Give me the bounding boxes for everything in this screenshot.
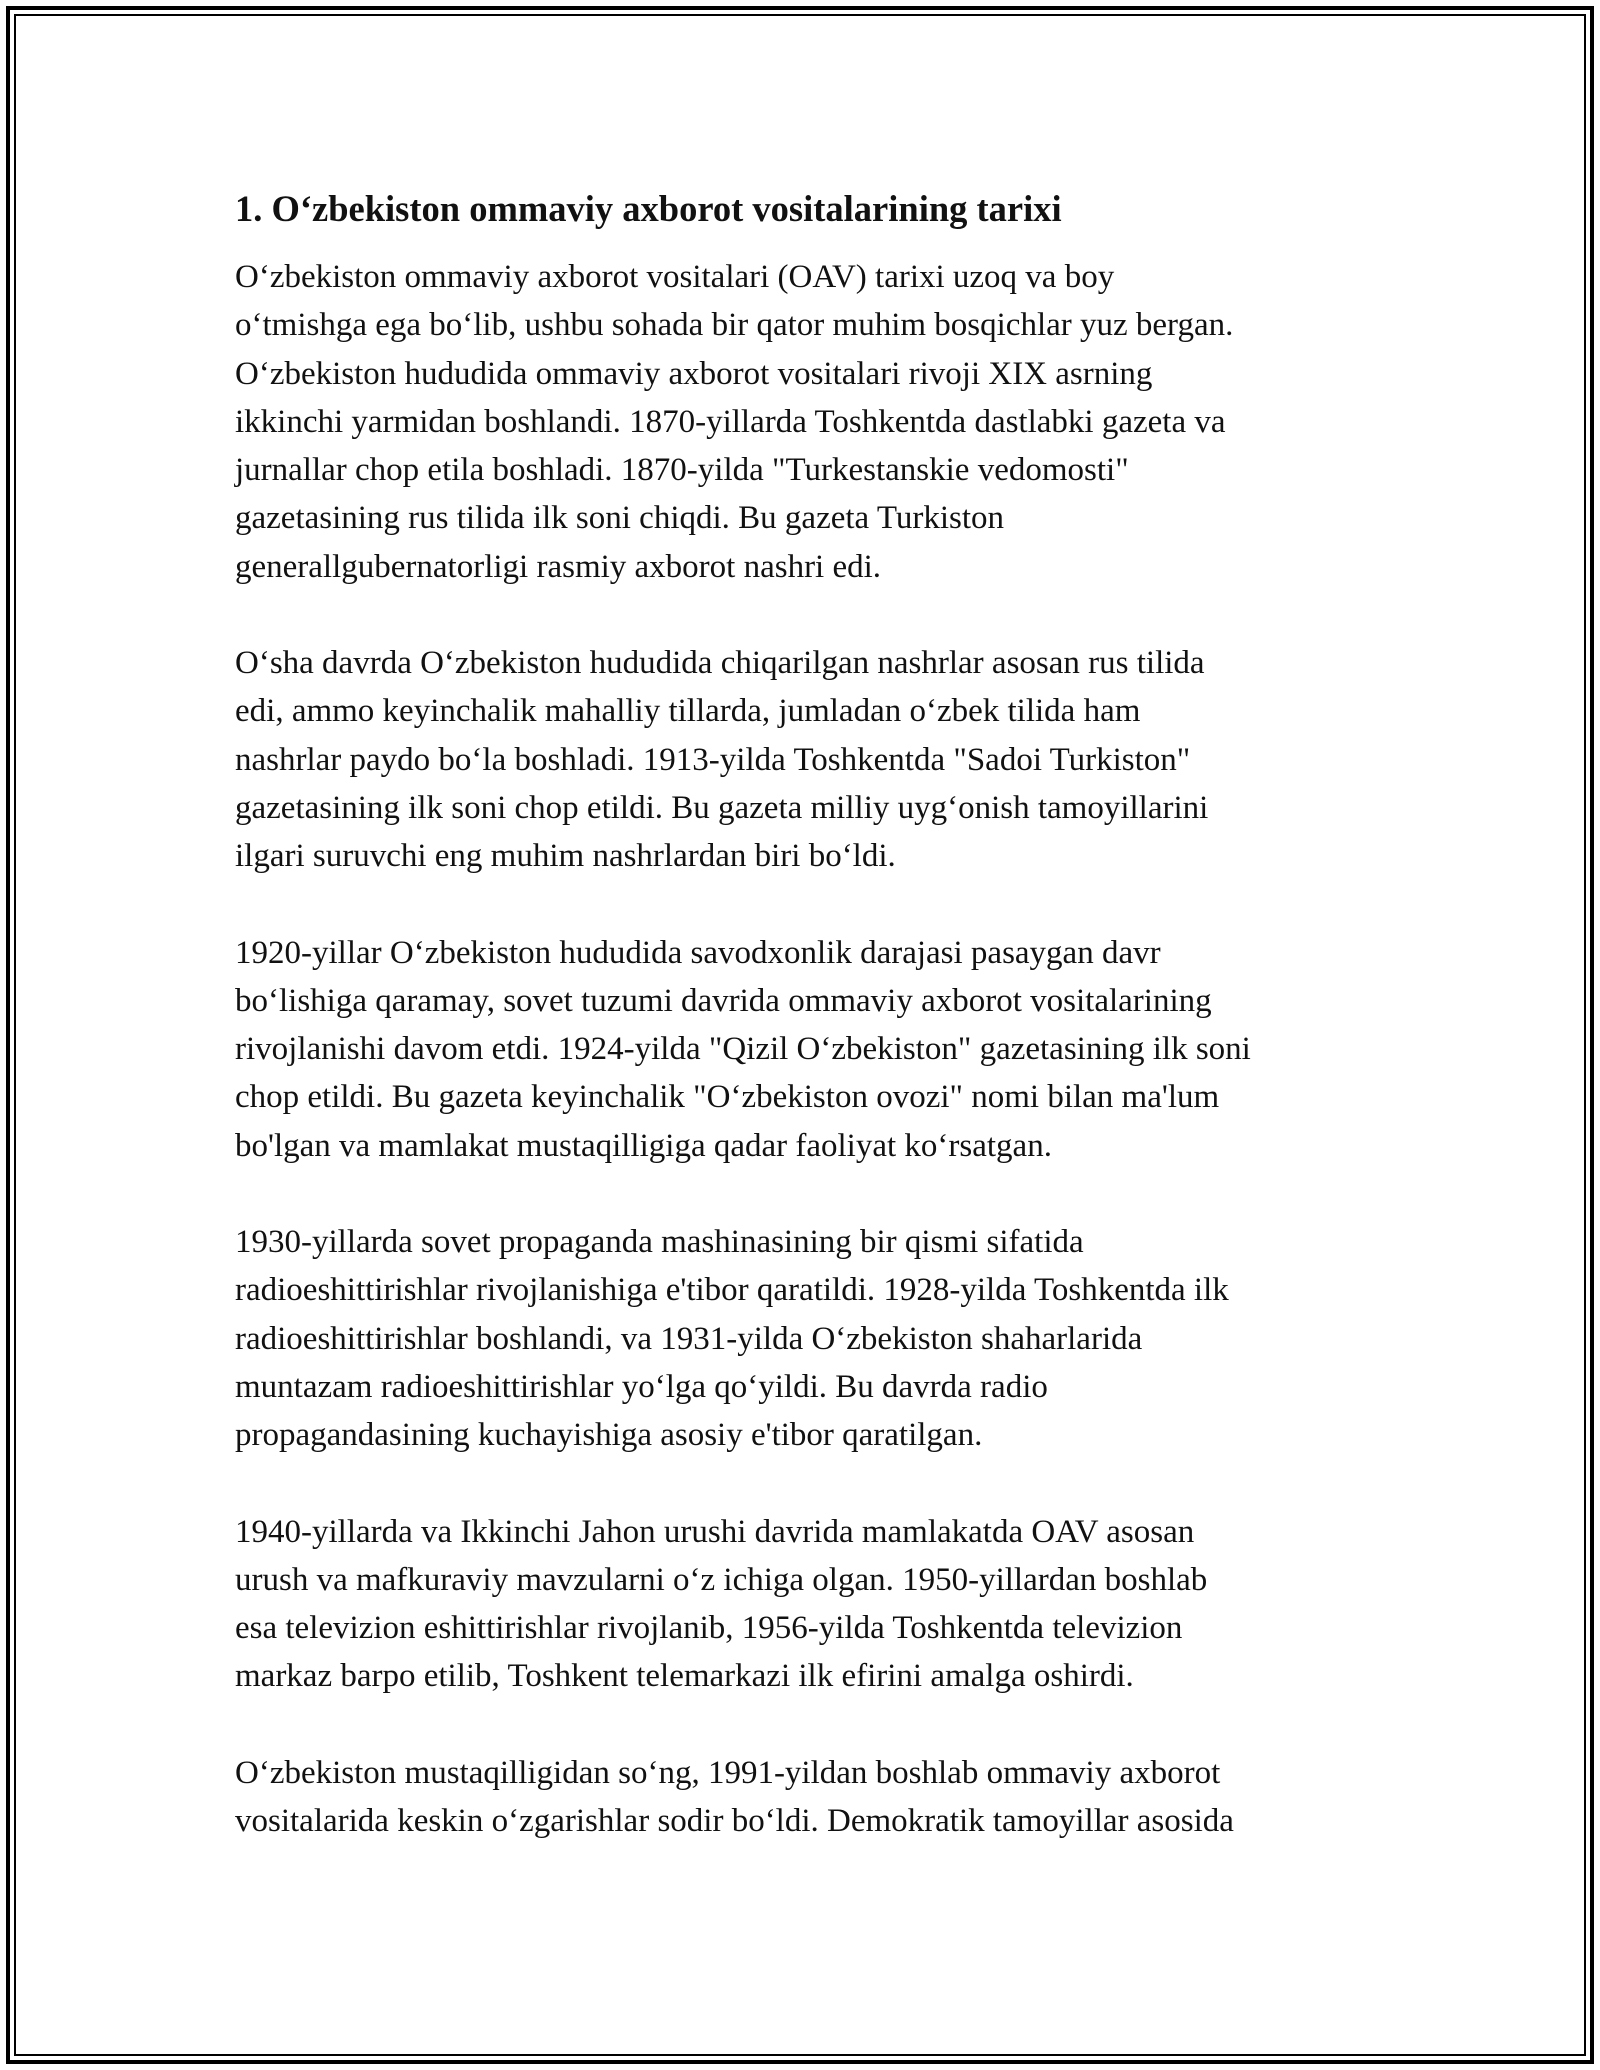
page-title: 1. Oʻzbekiston ommaviy axborot vositalarining tarixi (235, 188, 1062, 229)
paragraph-6: Oʻzbekiston mustaqilligidan soʻng, 1991-yildan boshlab ommaviy axborot vositalarida keskin oʻzgarishlar sodir boʻldi. Demokratik tamoyillar asosida (235, 1754, 1234, 1840)
paragraph-5: 1940-yillarda va Ikkinchi Jahon urushi davrida mamlakatda OAV asosan urush va mafkuraviy mavzularni oʻz ichiga olgan. 1950-yillardan boshlab esa televizion eshittirishlar rivojlanib, 1956-yilda Toshkentda televizion markaz barpo etilib, Toshkent telemarkazi ilk efirini amalga oshirdi. (235, 1513, 1208, 1695)
document-body (235, 185, 1380, 1893)
paragraph-1: Oʻzbekiston ommaviy axborot vositalari (OAV) tarixi uzoq va boy oʻtmishga ega boʻlib, ushbu sohada bir qator muhim bosqichlar yuz bergan. Oʻzbekiston hududida ommaviy axborot vositalari rivoji XIX asrning ikkinchi yarmidan boshlandi. 1870-yillarda Toshkentda dastlabki gazeta va jurnallar chop etila boshladi. 1870-yilda "Turkestanskie vedomosti" gazetasining rus tilida ilk soni chiqdi. Bu gazeta Turkiston generallgubernatorligi rasmiy axborot nashri edi. (235, 259, 1234, 585)
paragraph-2: Oʻsha davrda Oʻzbekiston hududida chiqarilgan nashrlar asosan rus tilida edi, ammo keyinchalik mahalliy tillarda, jumladan oʻzbek tilida ham nashrlar paydo boʻla boshladi. 1913-yilda Toshkentda "Sadoi Turkiston" gazetasining ilk soni chop etildi. Bu gazeta milliy uygʻonish tamoyillarini ilgari suruvchi eng muhim nashrlardan biri boʻldi. (235, 645, 1209, 875)
paragraph-4: 1930-yillarda sovet propaganda mashinasining bir qismi sifatida radioeshittirishlar rivojlanishiga e'tibor qaratildi. 1928-yilda Toshkentda ilk radioeshittirishlar boshlandi, va 1931-yilda Oʻzbekiston shaharlarida muntazam radioeshittirishlar yoʻlga qoʻyildi. Bu davrda radio propagandasining kuchayishiga asosiy e'tibor qaratilgan. (235, 1224, 1229, 1454)
paragraph-3: 1920-yillar Oʻzbekiston hududida savodxonlik darajasi pasaygan davr boʻlishiga qaramay, sovet tuzumi davrida ommaviy axborot vositalarining rivojlanishi davom etdi. 1924-yilda "Qizil Oʻzbekiston" gazetasining ilk soni chop etildi. Bu gazeta keyinchalik "Oʻzbekiston ovozi" nomi bilan ma'lum bo'lgan va mamlakat mustaqilligiga qadar faoliyat koʻrsatgan. (235, 934, 1251, 1164)
